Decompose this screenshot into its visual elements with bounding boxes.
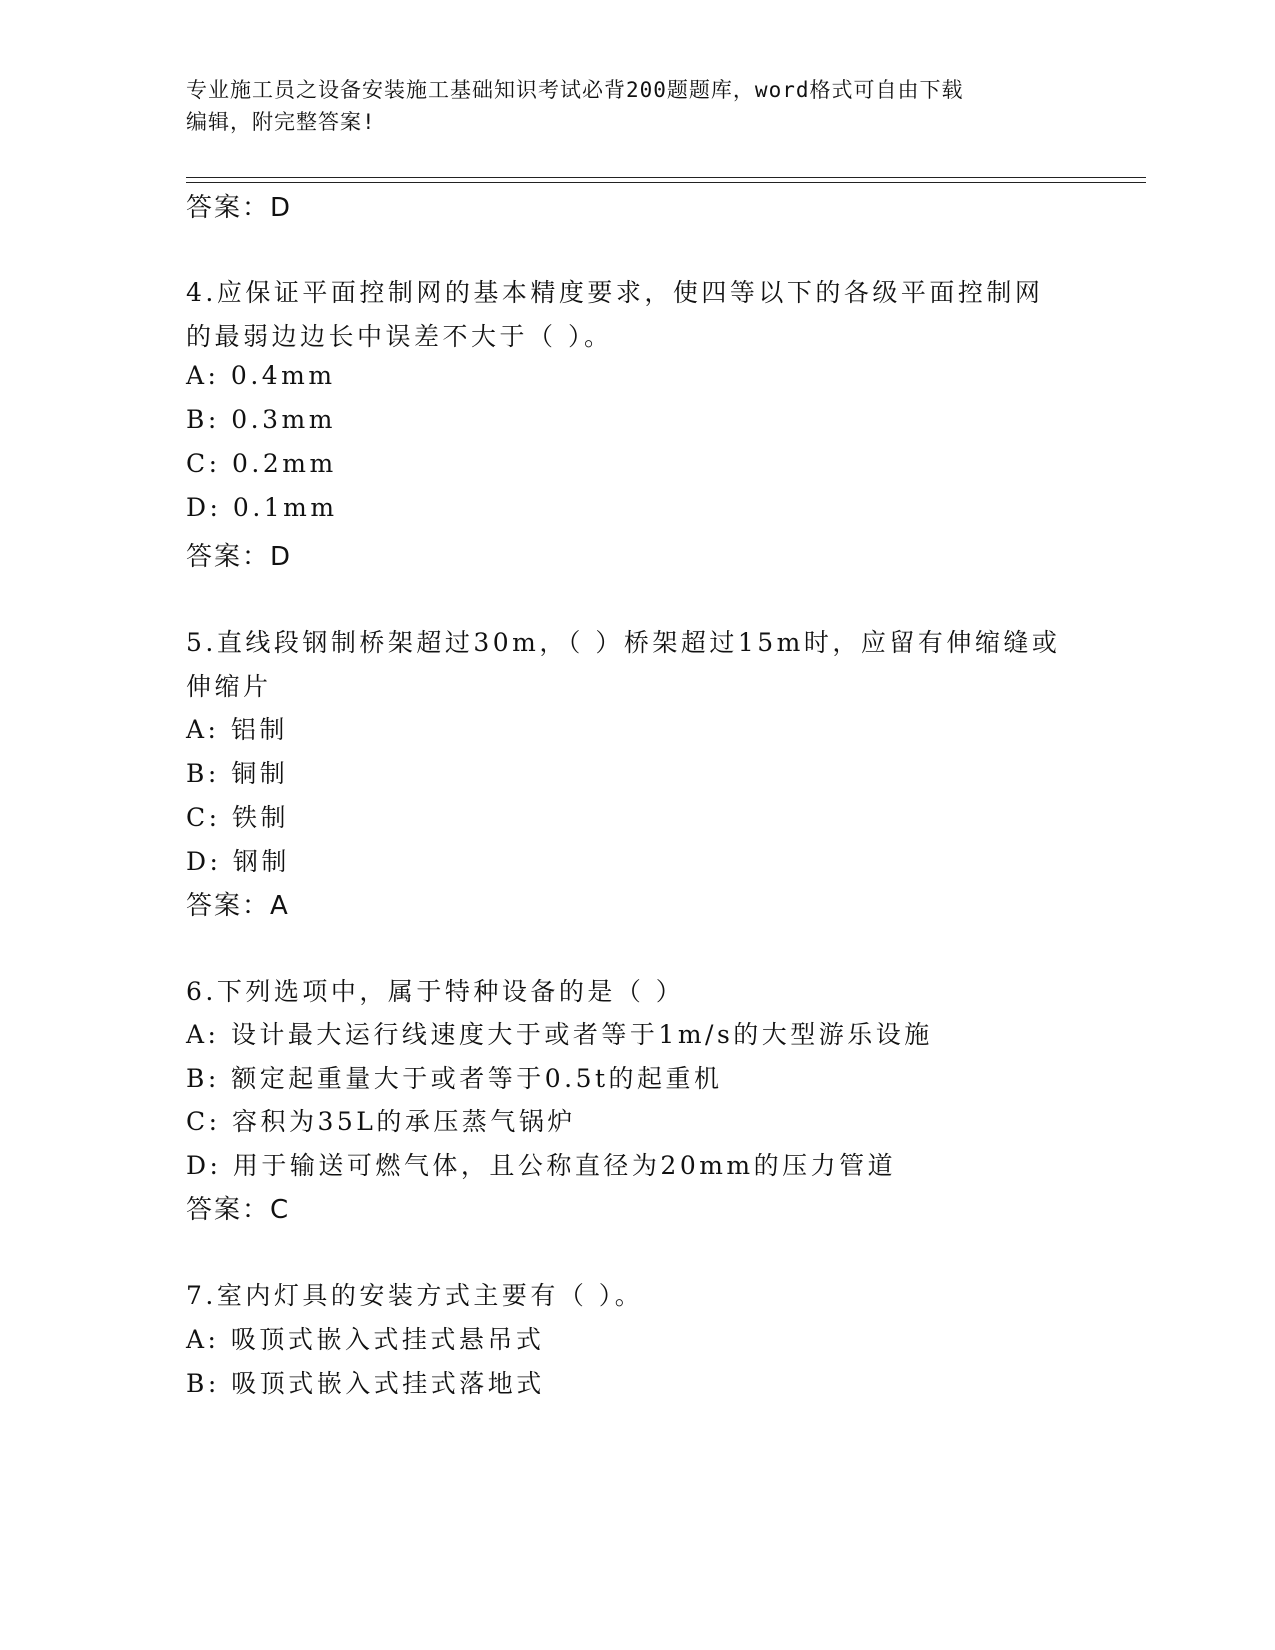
q5-stem-line-1: 5.直线段钢制桥架超过30m，（ ）桥架超过15m时，应留有伸缩缝或 (186, 628, 1061, 657)
q7-option-b: B: 吸顶式嵌入式挂式落地式 (186, 1369, 545, 1398)
q5-answer: 答案：A (186, 891, 290, 921)
q6-option-c: C: 容积为35L的承压蒸气锅炉 (186, 1107, 576, 1136)
q6-answer: 答案：C (186, 1195, 291, 1225)
q4-option-c: C: 0.2mm (186, 449, 337, 478)
page-header (186, 74, 1066, 138)
q6-option-a: A: 设计最大运行线速度大于或者等于1m/s的大型游乐设施 (186, 1020, 933, 1049)
q7-option-a: A: 吸顶式嵌入式挂式悬吊式 (186, 1325, 545, 1354)
q5-option-d: D: 钢制 (186, 847, 290, 876)
q4-option-a: A: 0.4mm (186, 361, 336, 390)
q6-option-d: D: 用于输送可燃气体，且公称直径为20mm的压力管道 (186, 1151, 897, 1180)
header-rule-bottom (186, 182, 1146, 183)
q6-stem-line-1: 6.下列选项中，属于特种设备的是（ ） (186, 977, 685, 1006)
q7-stem-line-1: 7.室内灯具的安装方式主要有（ ）。 (186, 1281, 644, 1310)
q4-stem-line-2: 的最弱边边长中误差不大于（ ）。 (186, 322, 613, 351)
q4-option-b: B: 0.3mm (186, 405, 336, 434)
q5-option-c: C: 铁制 (186, 803, 289, 832)
q5-option-b: B: 铜制 (186, 759, 289, 788)
q6-option-b: B: 额定起重量大于或者等于0.5t的起重机 (186, 1064, 723, 1093)
header-rule-top (186, 177, 1146, 178)
q4-option-d: D: 0.1mm (186, 493, 338, 522)
q4-stem-line-1: 4.应保证平面控制网的基本精度要求，使四等以下的各级平面控制网 (186, 278, 1044, 307)
header-line-2: 编辑，附完整答案! (186, 110, 376, 134)
header-line-1: 专业施工员之设备安装施工基础知识考试必背200题题库，word格式可自由下载 (186, 78, 964, 102)
q4-answer: 答案：D (186, 542, 293, 572)
answer-prev: 答案：D (186, 193, 293, 223)
q5-option-a: A: 铝制 (186, 715, 288, 744)
q5-stem-line-2: 伸缩片 (186, 672, 272, 701)
